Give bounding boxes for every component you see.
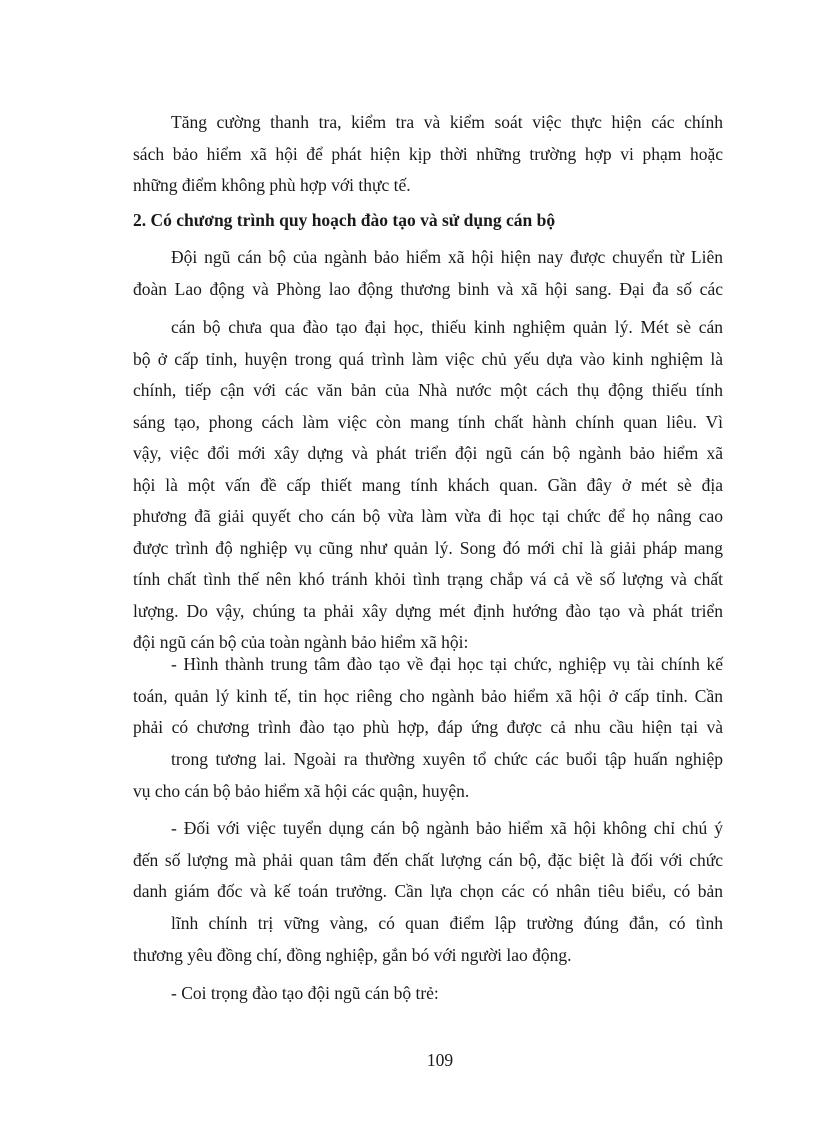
bullet-young-staff [133,978,723,1010]
text-line: hội là một vấn đề cấp thiết mang tính khách quan. Gần đây ở mét sè địa [133,474,723,495]
text-line: những điểm không phù hợp với thực tế. [133,175,411,195]
text-line: phải có chương trình đào tạo phù hợp, đáp ứng được cả nhu cầu hiện tại và [133,717,723,737]
text-line: vụ cho cán bộ bảo hiểm xã hội các quận, huyện. [133,780,470,801]
text-line: Đội ngũ cán bộ của ngành bảo hiểm xã hội hiện nay được chuyển từ Liên [171,247,723,267]
bullet-recruitment-cont [133,908,723,971]
section-heading: 2. Có chương trình quy hoạch đào tạo và sử dụng cán bộ [133,210,556,230]
text-line: - Hình thành trung tâm đào tạo về đại học tại chức, nghiệp vụ tài chính kế [171,654,723,674]
text-line: danh giám đốc và kế toán trưởng. Cần lựa chọn các có nhân tiêu biểu, có bản [133,881,723,901]
text-line: lĩnh chính trị vững vàng, có quan điểm lập trường đúng đắn, có tình [171,913,723,933]
text-line: tính chất tình thế nên khó tránh khỏi tình trạng chắp vá cả về số lượng và chất [133,569,723,589]
paragraph-staff-intro [133,242,723,305]
text-line: lượng. Do vậy, chúng ta phải xây dựng mét định hướng đào tạo và phát triển [133,600,723,621]
text-line: được trình độ nghiệp vụ cũng như quản lý. Song đó mới chỉ là giải pháp mang [133,537,723,558]
text-line: sách bảo hiểm xã hội để phát hiện kịp thời những trường hợp vi phạm hoặc [133,143,723,164]
page-number: 109 [426,1050,454,1070]
text-line: chính, tiếp cận với các văn bản của Nhà nước một cách thụ động thiếu tính [133,380,723,400]
paragraph-staff-body [133,312,723,659]
text-line: toán, quản lý kinh tế, tin học riêng cho ngành bảo hiểm xã hội ở cấp tỉnh. Cần [133,685,723,706]
text-line: sáng tạo, phong cách làm việc còn mang tính chất hành chính quan liêu. Vì [133,411,723,432]
text-line: đội ngũ cán bộ của toàn ngành bảo hiểm xã hội: [133,632,469,652]
text-line: đến số lượng mà phải quan tâm đến chất lượng cán bộ, đặc biệt là đối với chức [133,849,723,870]
text-line: vậy, việc đổi mới xây dựng và phát triển đội ngũ cán bộ ngành bảo hiểm xã [133,443,723,463]
bullet-training-center [133,649,723,744]
bullet-training-center-cont [133,744,723,807]
text-line: đoàn Lao động và Phòng lao động thương binh và xã hội sang. Đại đa số các [133,278,723,299]
text-line: trong tương lai. Ngoài ra thường xuyên tổ chức các buổi tập huấn nghiệp [171,749,723,769]
text-line: Tăng cường thanh tra, kiểm tra và kiểm soát việc thực hiện các chính [171,112,723,132]
text-line: - Coi trọng đào tạo đội ngũ cán bộ trẻ: [171,983,439,1003]
text-line: thương yêu đồng chí, đồng nghiệp, gắn bó với người lao động. [133,944,572,965]
text-line: phương đã giải quyết cho cán bộ vừa làm vừa đi học tại chức để họ nâng cao [133,506,723,526]
paragraph-inspection [133,107,723,202]
text-line: bộ ở cấp tỉnh, huyện trong quá trình làm việc chủ yếu dựa vào kinh nghiệm là [133,348,723,369]
text-line: cán bộ chưa qua đào tạo đại học, thiếu kinh nghiệm quản lý. Mét sè cán [171,317,723,337]
bullet-recruitment [133,813,723,908]
text-line: - Đối với việc tuyển dụng cán bộ ngành bảo hiểm xã hội không chỉ chú ý [171,818,723,838]
